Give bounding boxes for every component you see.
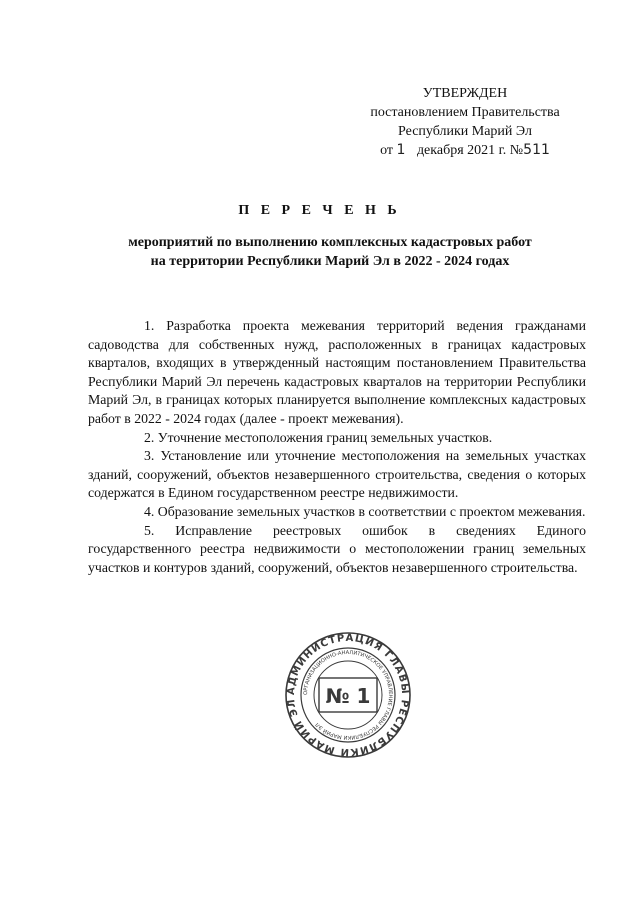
list-item-3: 3. Установление или уточнение местоположения на земельных участках зданий, сооружений, объектов незавершенного строительства, сведения о которых содержатся в Едином государственном реестре недвижимости. (88, 448, 586, 501)
stamp-number: № 1 (325, 684, 371, 708)
subtitle-line-1: мероприятий по выполнению комплексных кадастровых работ (128, 235, 532, 250)
document-heading: П Е Р Е Ч Е Н Ь (238, 203, 401, 218)
approval-title: УТВЕРЖДЕН (422, 86, 508, 101)
list-item-2: 2. Уточнение местоположения границ земельных участков. (144, 429, 493, 445)
date-day: 1 (396, 142, 406, 158)
date-middle: декабря 2021 г. № (416, 143, 524, 158)
subtitle-line-2: на территории Республики Марий Эл в 2022 - 2024 годах (150, 254, 510, 269)
approval-line-3: Республики Марий Эл (398, 124, 532, 139)
stamp-outer-text: АДМИНИСТРАЦИЯ ГЛАВЫ РЕСПУБЛИКИ МАРИЙ ЭЛ (285, 632, 411, 758)
measures-list (88, 317, 586, 577)
list-item-5: 5. Исправление реестровых ошибок в сведениях Единого государственного реестра недвижимости о местоположении границ земельных участков и контуров зданий, сооружений, объектов незавершенного строительства. (88, 522, 586, 575)
date-prefix: от (380, 143, 394, 158)
list-item-4: 4. Образование земельных участков в соответствии с проектом межевания. (144, 503, 586, 519)
official-stamp (283, 630, 413, 760)
document-subtitle (70, 233, 590, 271)
approval-line-2: постановлением Правительства (370, 105, 560, 120)
approval-date-line (360, 141, 570, 160)
stamp-inner-text: ОРГАНИЗАЦИОННО-АНАЛИТИЧЕСКОЕ УПРАВЛЕНИЕ ГЛАВЫ РЕСПУБЛИКИ МАРИЙ ЭЛ (302, 649, 394, 741)
list-item-1: 1. Разработка проекта межевания территорий ведения гражданами садоводства для собственных нужд, расположенных в границах кадастровых кварталов, входящих в утвержденный настоящим постановлением Правительства Республики Марий Эл перечень кадастровых кварталов на территории Республики Марий Эл, в границах которых планируется выполнение комплексных кадастровых работ в 2022 - 2024 годах (далее - проект межевания). (88, 318, 586, 426)
approval-block (360, 84, 570, 160)
decree-number: 511 (523, 142, 550, 158)
